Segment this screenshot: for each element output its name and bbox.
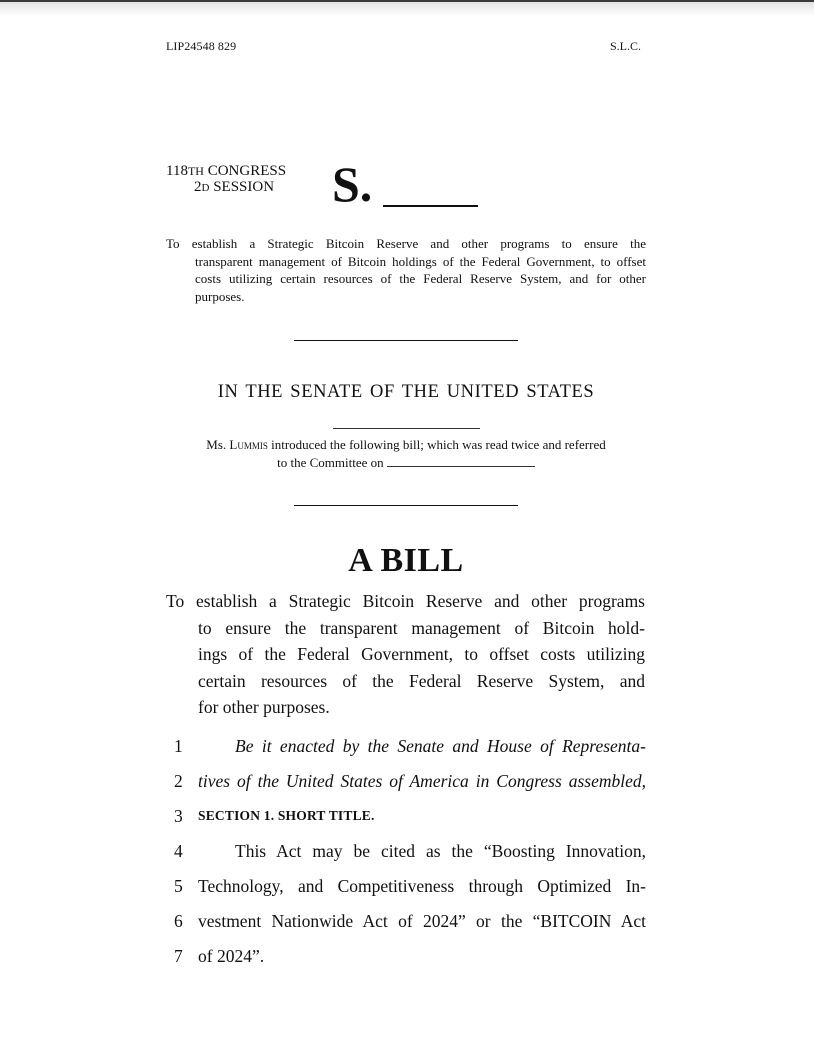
introduction-line-1	[166, 436, 646, 454]
short-title-rest: transparent management of Bitcoin holdings of the Federal Government, to offset costs utilizing certain resources of the Federal Reserve System, and for other purposes.	[195, 253, 646, 304]
bill-line	[166, 803, 646, 838]
line-number: 7	[174, 946, 183, 966]
bill-heading: A BILL	[348, 542, 464, 579]
long-title-line: ings of the Federal Government, to offset costs utilizing	[198, 644, 645, 664]
divider-rule	[294, 340, 518, 341]
congress-number-suffix: TH	[187, 164, 204, 178]
section-text: vestment Nationwide Act of 2024” or the “BITCOIN Act	[198, 911, 646, 931]
bill-line	[166, 908, 646, 943]
long-title-line: certain resources of the Federal Reserve System, and	[198, 670, 645, 691]
committee-blank	[387, 466, 535, 467]
section-heading: SECTION 1. SHORT TITLE.	[198, 808, 375, 823]
section-text: of 2024”.	[198, 946, 265, 966]
section-text: This Act may be cited as the “Boosting Innovation,	[235, 841, 646, 861]
long-title-line: for other purposes.	[198, 697, 330, 717]
bill-line	[166, 873, 646, 908]
enacting-clause: tives of the United States of America in Congress assembled,	[198, 771, 646, 791]
doc-id: LIP24548 829	[166, 39, 237, 53]
long-title	[166, 588, 645, 721]
congress-label: CONGRESS	[203, 163, 287, 179]
bill-number: S.	[332, 156, 373, 212]
line-number: 1	[174, 736, 183, 756]
bill-line	[166, 733, 646, 768]
chamber-heading: IN THE SENATE OF THE UNITED STATES	[217, 382, 595, 402]
congress-session-block	[166, 163, 286, 196]
enacting-clause: Be it enacted by the Senate and House of Representa-	[235, 736, 646, 756]
introduction-text-1: introduced the following bill; which was read twice and referred	[267, 437, 606, 452]
long-title-line: to ensure the transparent management of Bitcoin hold-	[198, 617, 645, 638]
session-line	[166, 179, 286, 196]
section-text: Technology, and Competitiveness through Optimized In-	[198, 876, 646, 896]
long-title-line: To establish a Strategic Bitcoin Reserve and other programs	[166, 591, 645, 611]
bill-line	[166, 838, 646, 873]
bill-number-blank	[383, 205, 478, 207]
divider-rule	[294, 505, 518, 506]
line-number: 4	[174, 841, 183, 861]
office-code: S.L.C.	[610, 39, 642, 53]
introduction-text-2: to the Committee on	[277, 454, 387, 470]
congress-line	[166, 163, 286, 179]
congress-number: 118	[166, 163, 188, 179]
introduction-text	[166, 436, 646, 471]
line-number: 3	[174, 806, 183, 826]
session-number-suffix: D	[201, 182, 210, 194]
short-title-block	[166, 235, 646, 305]
sponsor-prefix: Ms.	[206, 437, 230, 452]
line-number: 5	[174, 876, 183, 896]
session-label: SESSION	[209, 179, 275, 195]
session-number: 2	[194, 179, 202, 195]
sponsor-name: Lummis	[229, 437, 268, 452]
bill-text-lines	[166, 733, 646, 978]
line-number: 2	[174, 771, 183, 791]
bill-line	[166, 943, 646, 978]
viewer-top-shadow	[0, 2, 814, 16]
short-title-first-line: To establish a Strategic Bitcoin Reserve and other programs to ensure the	[166, 236, 646, 251]
introduction-line-2	[166, 454, 646, 472]
bill-line	[166, 768, 646, 803]
divider-rule-thin	[333, 428, 480, 429]
line-number: 6	[174, 911, 183, 931]
